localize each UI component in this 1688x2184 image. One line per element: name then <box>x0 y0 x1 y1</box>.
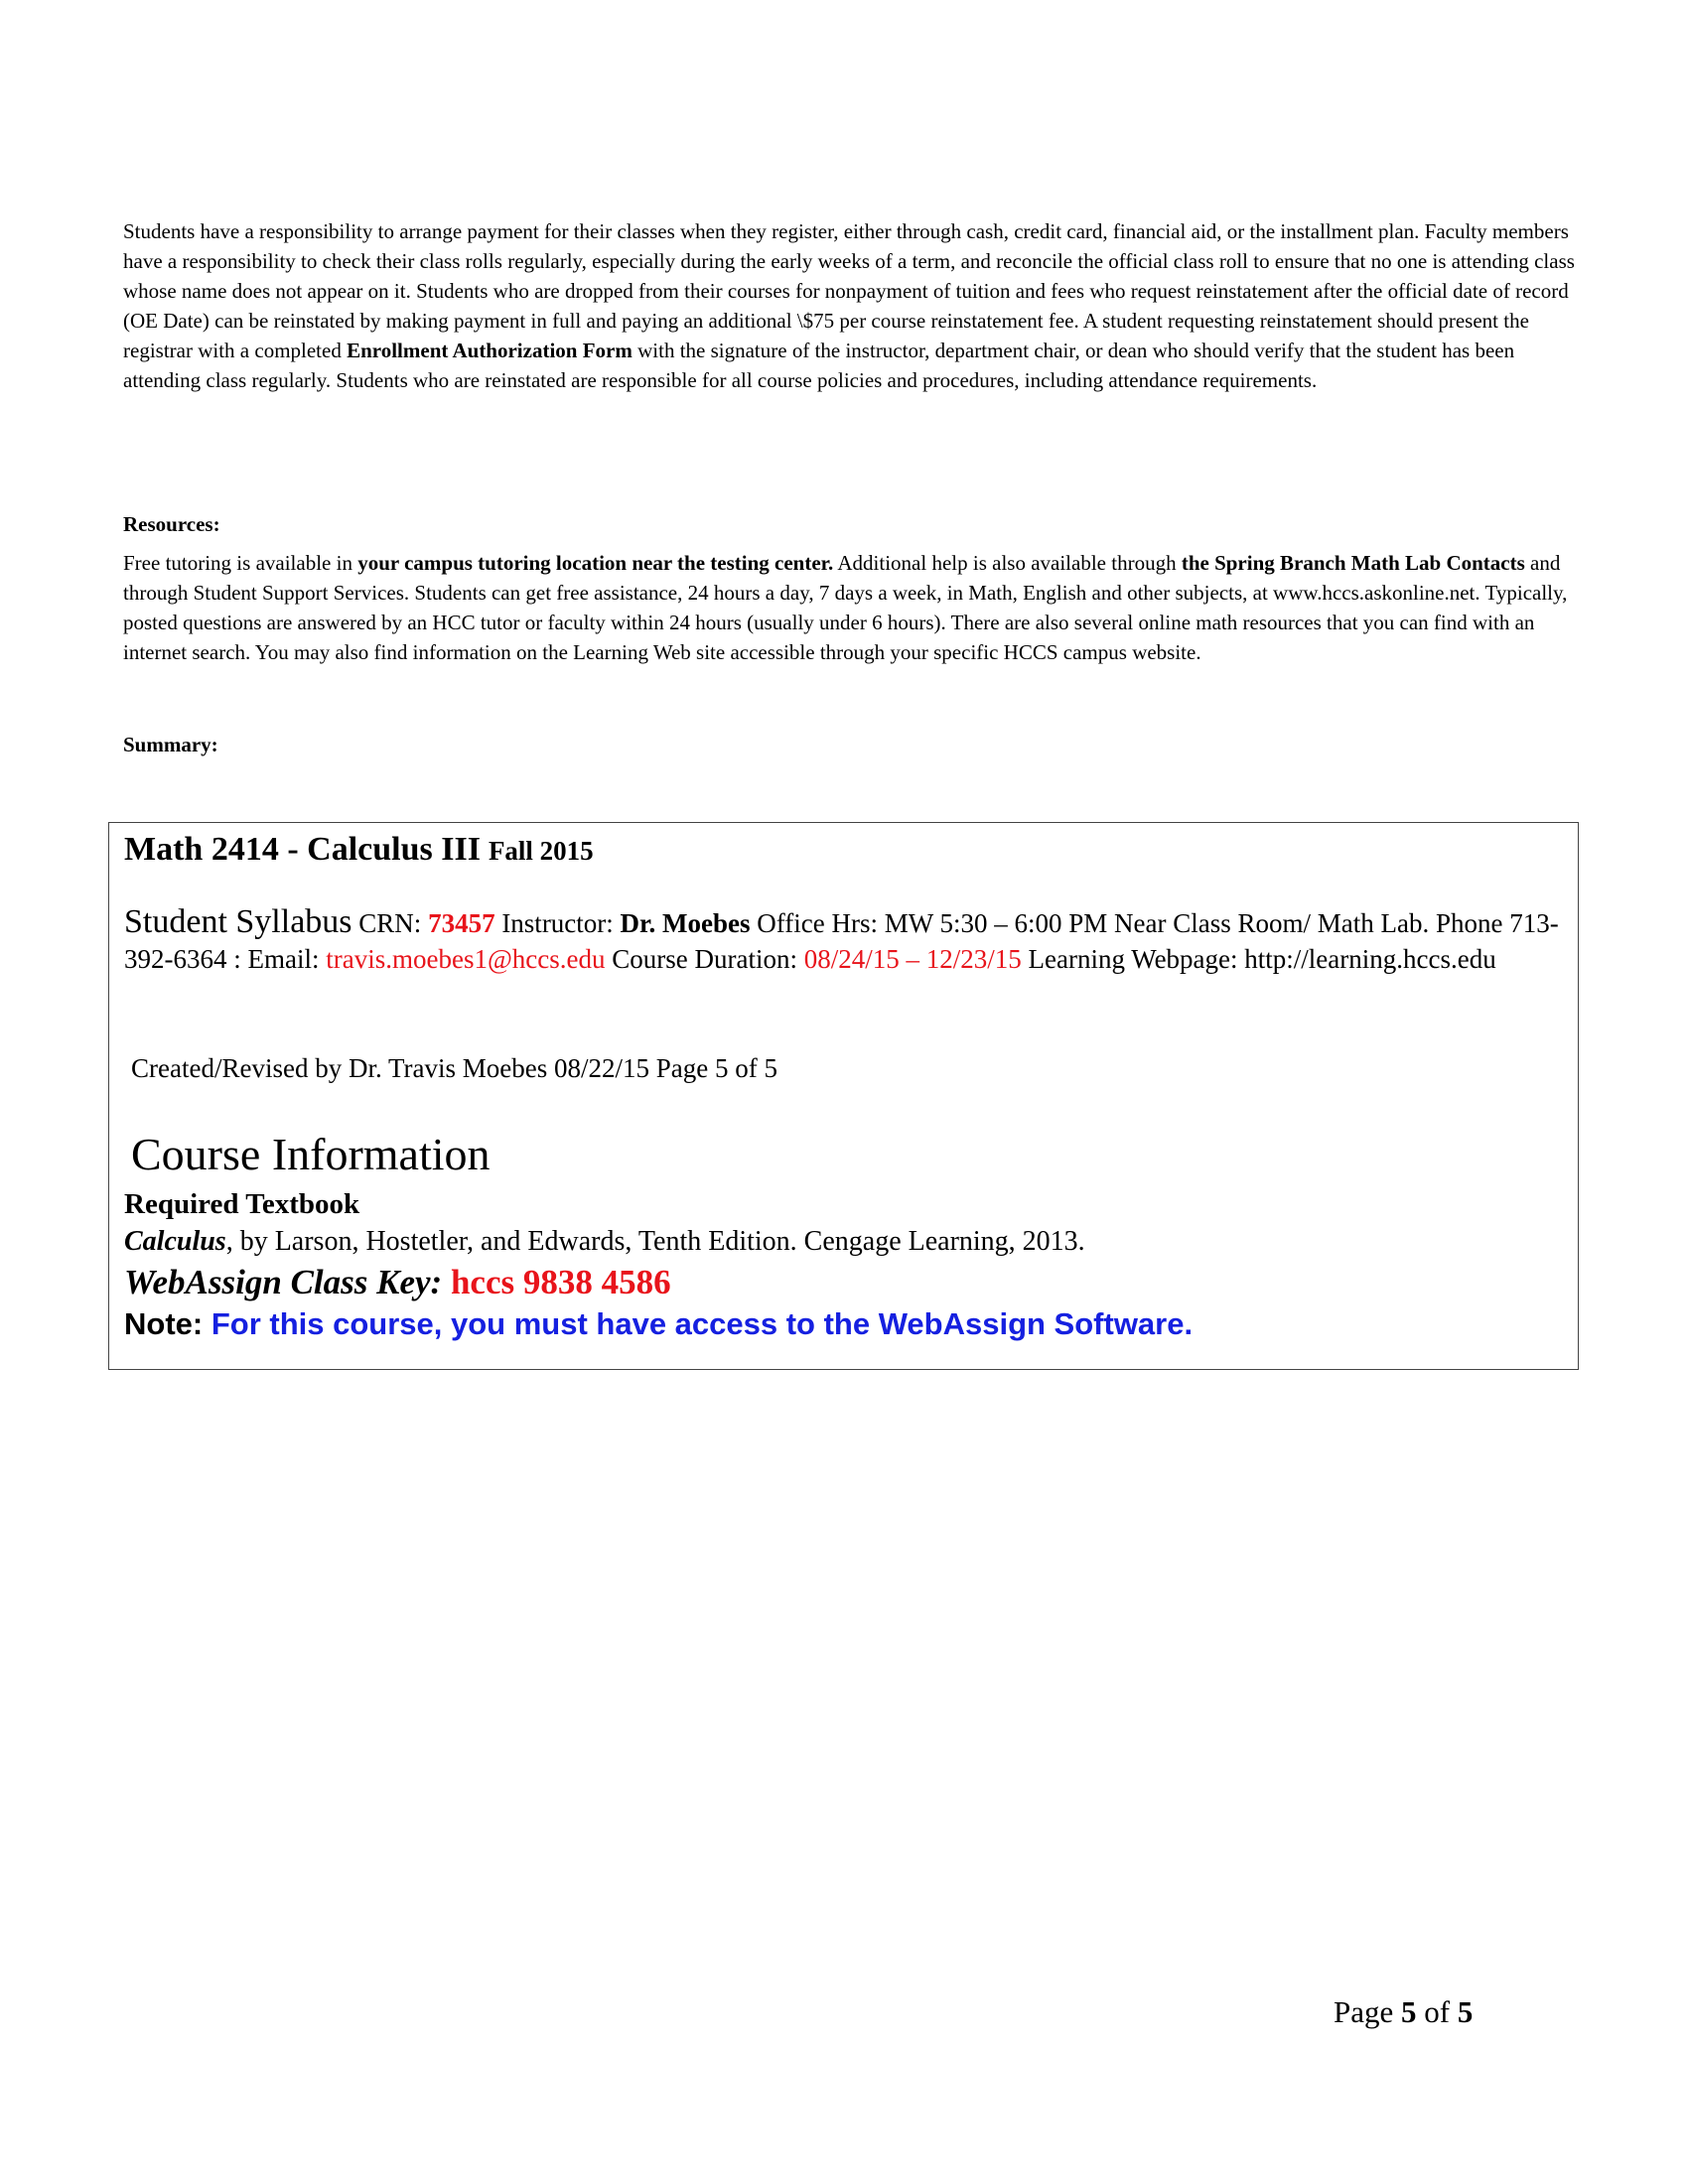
resources-text-2: Additional help is also available through <box>833 551 1182 575</box>
footer-of-word: of <box>1416 1994 1458 2029</box>
duration-label: Course Duration: <box>605 944 804 974</box>
instructor-label: Instructor: <box>494 908 621 938</box>
textbook-title: Calculus <box>124 1226 226 1257</box>
footer-page-word: Page <box>1334 1994 1402 2029</box>
note-text: For this course, you must have access to the WebAssign Software. <box>211 1306 1194 1341</box>
page-number-footer <box>1334 1992 1473 2032</box>
payment-paragraph <box>123 216 1583 395</box>
resources-paragraph <box>123 548 1588 667</box>
created-revised-line: Created/Revised by Dr. Travis Moebes 08/22/15 Page 5 of 5 <box>131 1053 777 1083</box>
office-hours-text: Office Hrs: MW 5:30 – 6:00 PM Near Class Room/ Math Lab. Phone 713-392-6364 : Email: <box>124 908 1559 974</box>
course-information-heading: Course Information <box>131 1129 491 1179</box>
textbook-citation <box>124 1224 1085 1260</box>
note-label: Note: <box>124 1306 204 1341</box>
course-title-line <box>124 827 594 874</box>
resources-tutoring-location: your campus tutoring location near the testing center. <box>357 551 834 575</box>
course-term: Fall 2015 <box>488 836 594 866</box>
required-textbook-heading: Required Textbook <box>124 1188 360 1220</box>
enrollment-form-name: Enrollment Authorization Form <box>347 339 633 362</box>
webassign-key-label: WebAssign Class Key: <box>124 1263 443 1301</box>
footer-page-total: 5 <box>1457 1994 1474 2029</box>
resources-heading: Resources: <box>123 512 220 536</box>
webassign-note <box>124 1303 1193 1345</box>
resources-text-3: and through Student Support Services. Students can get free assistance, 24 hours a day, 7 days a week, in Math, English and other subjects, at www.hccs.askonline.net. Typically, posted questions are answered by an HCC tutor or faculty within 24 hours (usually under 6 hours). There are also several online math resources that you can find with an internet search. You may also find information on the Learning Web site accessible through your specific HCCS campus website. <box>123 551 1568 664</box>
footer-page-number: 5 <box>1401 1994 1417 2029</box>
course-duration: 08/24/15 – 12/23/15 <box>803 944 1022 974</box>
syllabus-label: Student Syllabus <box>124 903 352 940</box>
course-title: Math 2414 - Calculus III <box>124 831 481 868</box>
summary-box <box>108 822 1579 1370</box>
payment-text-before: Students have a responsibility to arrange payment for their classes when they register, either through cash, credit card, financial aid, or the installment plan. Faculty members have a responsibility to check their class rolls regularly, especially during the early weeks of a term, and reconcile the official class roll to ensure that no one is attending class whose name does not appear on it. Students who are dropped from their courses for nonpayment of tuition and fees who request reinstatement after the official date of record (OE Date) can be reinstated by making payment in full and paying an additional \$75 per course reinstatement fee. A student requesting reinstatement should present the registrar with a completed <box>123 219 1575 362</box>
syllabus-details <box>124 904 1569 977</box>
textbook-details: , by Larson, Hostetler, and Edwards, Tenth Edition. Cengage Learning, 2013. <box>225 1226 1085 1257</box>
resources-math-lab: the Spring Branch Math Lab Contacts <box>1181 551 1525 575</box>
payment-text-after: with the signature of the instructor, department chair, or dean who should verify that the student has been attending class regularly. Students who are reinstated are responsible for all course policies and procedures, including attendance requirements. <box>123 339 1515 392</box>
webassign-key-value: hccs 9838 4586 <box>450 1263 671 1301</box>
webassign-key-line <box>124 1262 671 1303</box>
summary-heading: Summary: <box>123 733 218 756</box>
crn-label: CRN: <box>352 908 429 938</box>
crn-value: 73457 <box>428 908 495 938</box>
learning-webpage: Learning Webpage: http://learning.hccs.edu <box>1021 944 1496 974</box>
instructor-email[interactable]: travis.moebes1@hccs.edu <box>326 944 606 974</box>
instructor-name: Dr. Moebes <box>620 908 751 938</box>
resources-text-1: Free tutoring is available in <box>123 551 358 575</box>
